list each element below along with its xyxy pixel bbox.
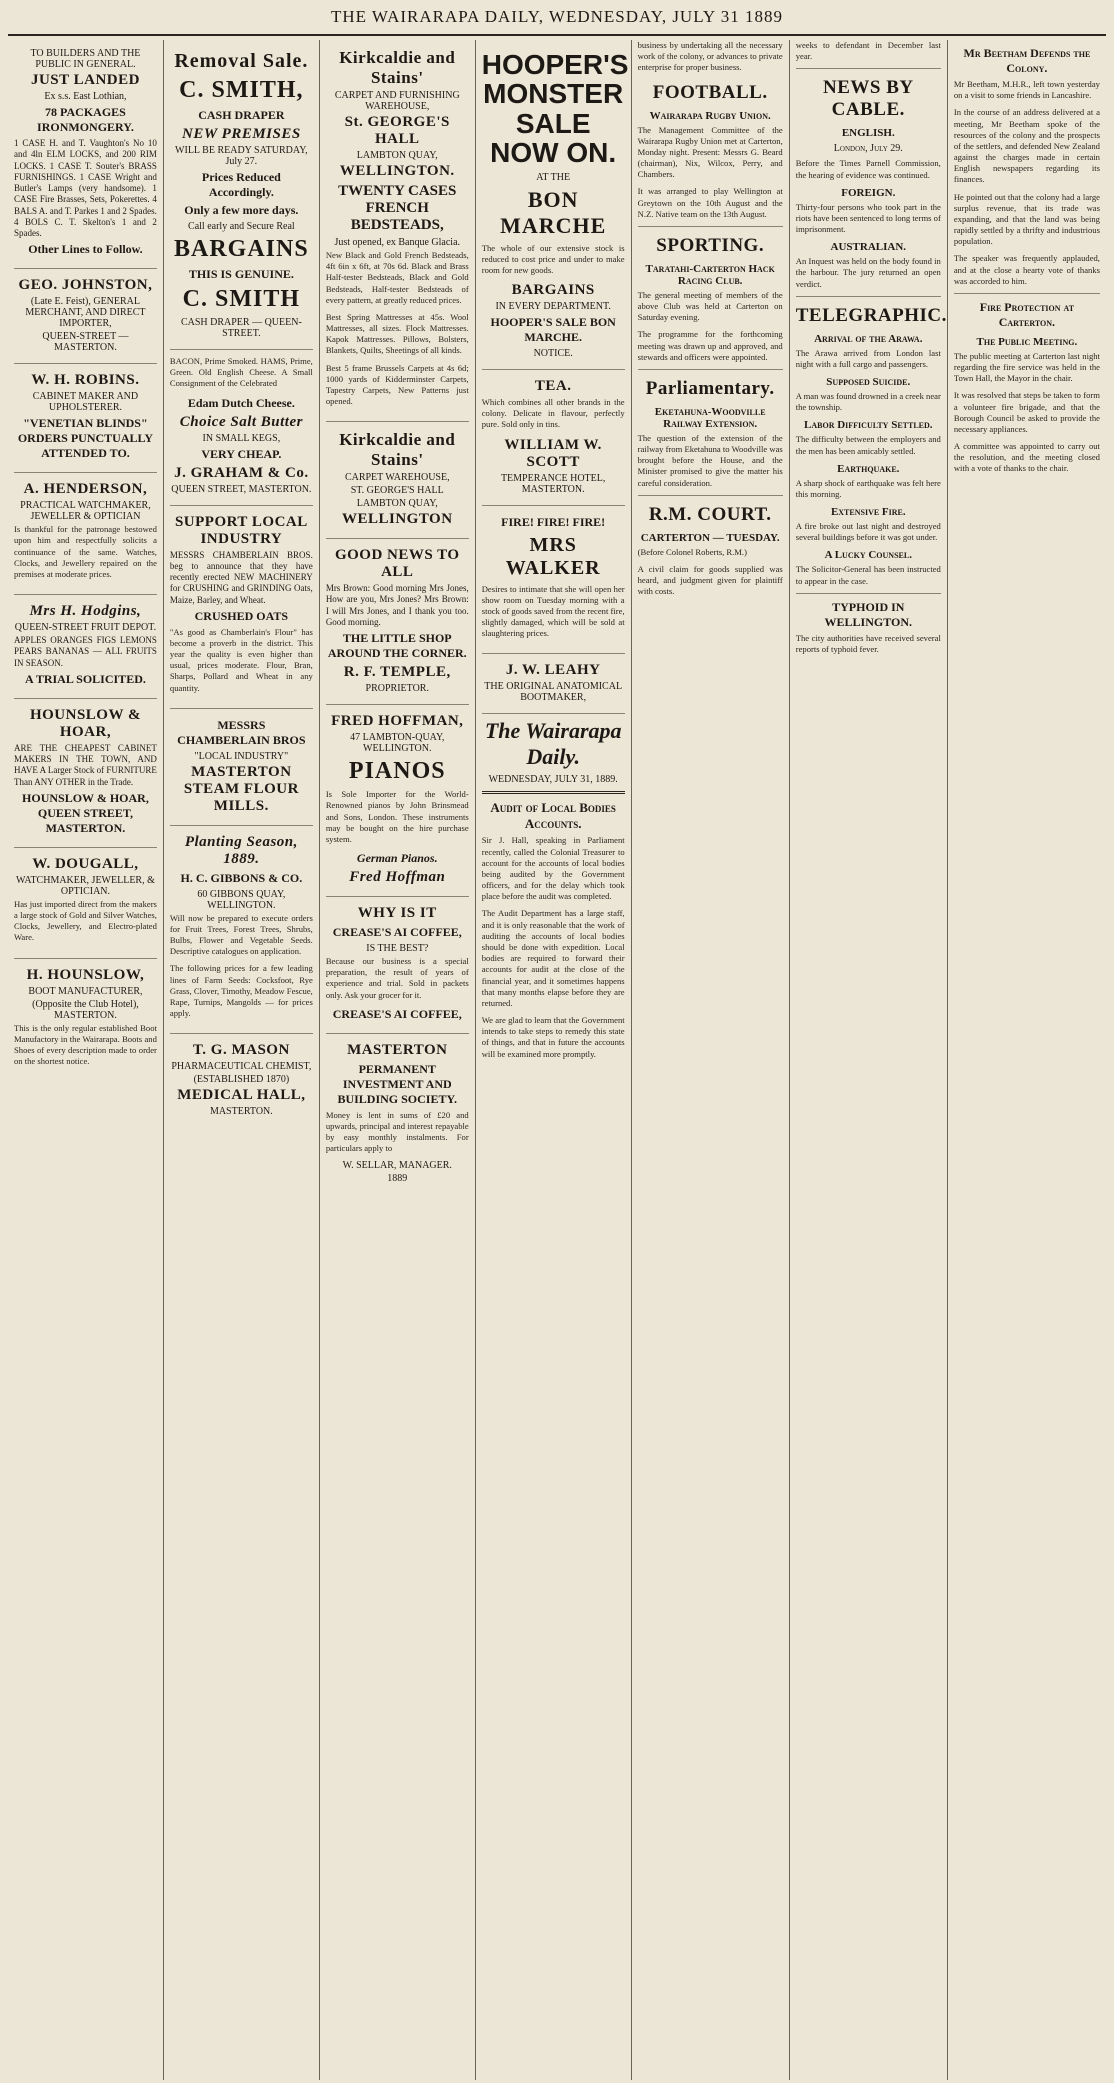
- ad-footer: HOOPER'S SALE BON MARCHE.: [490, 315, 616, 345]
- ad-name: Fred Hoffman: [349, 869, 446, 886]
- ad-items: 1 CASE H. and T. Vaughton's No 10 and 4ln ELM LOCKS, and 200 RIM LOCKS. 1 CASE T. Souter's BRASS FURNISHINGS. 1 CASE Wright and Butler's Lamps (very handsome). 1 CASE Fire Brasses, Sets, Pokerettes. 4 BALS A. and T. Parkes 1 and 2 Spades. 4 BOLS C. T. Skelton's 1 and 2 Spades.: [14, 138, 157, 238]
- ad-name: WILLIAM W. SCOTT: [504, 436, 602, 470]
- ad-title: HOOPER'S MONSTER SALE NOW ON.: [481, 49, 629, 169]
- earthquake-subheading: Earthquake.: [837, 462, 900, 475]
- ad-title: Removal Sale.: [174, 50, 309, 72]
- english-subheading: ENGLISH.: [841, 127, 895, 140]
- rule: [796, 296, 941, 297]
- cable-date: London, July 29.: [833, 143, 903, 155]
- local-industry-advert: [170, 506, 313, 709]
- ad-big: TWENTY CASES FRENCH BEDSTEADS,: [338, 183, 457, 233]
- foreign-news: Thirty-four persons who took part in the riots have been sentenced to long terms of imprisonment.: [795, 201, 941, 235]
- ad-title: GEO. JOHNSTON,: [18, 277, 153, 294]
- sporting-text: The general meeting of members of the above Club was held at Carterton on Saturday evening.: [637, 289, 783, 323]
- ad-title: T. G. MASON: [192, 1042, 290, 1059]
- ad-role: PROPRIETOR.: [365, 683, 429, 695]
- ad-name: MRS WALKER: [505, 533, 601, 579]
- telegraphic-heading: TELEGRAPHIC.: [795, 304, 947, 326]
- ad-footer: CREASE'S AI COFFEE,: [332, 1006, 462, 1021]
- ad-text-block: BACON, Prime Smoked. HAMS, Prime, Green. Old English Cheese. A Small Consignment of the Celebrated: [169, 356, 313, 389]
- beetham-article: Mr Beetham, M.H.R., left town yesterday on a visit to some friends in Lancashire. In the course of an address delivered at a meeting, Mr Beetham spoke of the resources of the colony and the prospects of the settlers, and defended New Zealand against the charges made in certain English newspapers regarding its finances. He pointed out that the colony had a large surplus revenue, that its trade was expanding, and that the land was being rapidly settled by a thrifty and industrious population. The speaker was frequently applauded, and at the close a hearty vote of thanks was accorded to him.: [953, 79, 1100, 286]
- good-news-advert: [326, 539, 469, 705]
- h-hounslow-advert: [14, 959, 157, 1082]
- rule: [482, 791, 625, 794]
- ad-name: BON MARCHE: [500, 186, 607, 238]
- ad-title: A. HENDERSON,: [23, 481, 148, 498]
- fire-protection-text: The public meeting at Carterton last night regarding the fire service was held in the Town Hall, the Mayor in the chair.: [953, 350, 1100, 384]
- johnston-advert: [14, 269, 157, 364]
- labor-subheading: Labor Difficulty Settled.: [804, 419, 933, 432]
- rule: [954, 293, 1100, 294]
- ad-text-block: Which combines all other brands in the colony. Delicate in flavour, perfectly pure. Sold only in tins.: [481, 397, 625, 430]
- ad-note: IN EVERY DEPARTMENT.: [495, 301, 611, 313]
- kirkcaldie-furnishing-advert: [326, 40, 469, 422]
- ad-body: Prices Reduced Accordingly.: [201, 170, 281, 199]
- counsel-subheading: A Lucky Counsel.: [824, 549, 912, 562]
- ad-body: APPLES ORANGES FIGS LEMONS PEARS BANANAS — ALL FRUITS IN SEASON.: [14, 635, 157, 668]
- ad-place: (Opposite the Club Hotel), MASTERTON.: [32, 998, 139, 1021]
- column-5: [632, 40, 790, 2080]
- beetham-text: Mr Beetham, M.H.R., left town yesterday on a visit to some friends in Lancashire.: [953, 79, 1100, 101]
- ad-title: WHY IS IT: [357, 905, 437, 922]
- suicide-subheading: Supposed Suicide.: [826, 376, 911, 389]
- ad-title: GOOD NEWS TO ALL: [334, 547, 460, 581]
- ad-text-block: Is Sole Importer for the World-Renowned pianos by John Brinsmead and Sons, London. These instruments may be bought on the hire purchase system.: [325, 789, 469, 844]
- ad-notice: NOTICE.: [533, 348, 573, 360]
- court-subheading: CARTERTON — TUESDAY.: [640, 531, 780, 544]
- masthead: THE WAIRARAPA DAILY, WEDNESDAY, JULY 31 1889: [8, 0, 1106, 36]
- column-4: [476, 40, 632, 2080]
- ad-sub: 47 LAMBTON-QUAY, WELLINGTON.: [350, 732, 445, 755]
- ad-place: CASH DRAPER — QUEEN-STREET.: [180, 317, 302, 339]
- ad-name: MEDICAL HALL,: [177, 1087, 306, 1104]
- counsel-news: The Solicitor-General has been instructed to appear in the case.: [795, 564, 941, 586]
- column-6: [790, 40, 948, 2080]
- graham-advert: [170, 350, 313, 506]
- ad-sub: IN SMALL KEGS,: [202, 432, 281, 444]
- paper-title: The Wairarapa Daily.: [484, 718, 622, 770]
- ad-title: Planting Season, 1889.: [184, 833, 298, 867]
- ad-sub: CARPET AND FURNISHING WAREHOUSE,: [334, 90, 460, 112]
- ad-title: TEA.: [534, 378, 572, 395]
- ad-title: HOUNSLOW & HOAR,: [29, 706, 141, 740]
- ad-title: Edam Dutch Cheese.: [187, 395, 295, 410]
- ad-title: PERMANENT INVESTMENT AND BUILDING SOCIETY.: [337, 1061, 458, 1106]
- mason-advert: [170, 1034, 313, 1127]
- ad-title: Kirkcaldie and Stains': [339, 48, 456, 87]
- ad-name: St. GEORGE'S HALL: [344, 114, 450, 147]
- ad-title: FRED HOFFMAN,: [331, 713, 464, 730]
- ad-title: Kirkcaldie and Stains': [339, 430, 456, 470]
- ad-name: W. SELLAR, MANAGER.: [342, 1160, 452, 1172]
- court-report: (Before Colonel Roberts, R.M.) A civil claim for goods supplied was heard, and judgment given for plaintiff with costs.: [637, 546, 783, 597]
- news-intro: [796, 40, 941, 62]
- ad-sub: TEMPERANCE HOTEL, MASTERTON.: [500, 472, 606, 495]
- ad-text-block: Money is lent in sums of £20 and upwards, principal and interest repayable by easy monthly instalments. For particulars apply to: [325, 1109, 469, 1154]
- ad-footer: A TRIAL SOLICITED.: [25, 671, 146, 686]
- ad-premises: NEW PREMISES: [182, 126, 301, 142]
- labor-news: The difficulty between the employers and the men has been amicably settled.: [795, 434, 941, 456]
- ad-place: MASTERTON.: [209, 1106, 273, 1118]
- columns: [8, 40, 1106, 2080]
- ad-footer: HOUNSLOW & HOAR, QUEEN STREET, MASTERTON.: [22, 790, 149, 835]
- henderson-advert: [14, 473, 157, 595]
- leahy-advert: [482, 654, 625, 714]
- foreign-subheading: FOREIGN.: [841, 186, 896, 199]
- ad-title: H. HOUNSLOW,: [26, 966, 145, 983]
- robins-advert: [14, 364, 157, 473]
- ad-street: LAMBTON QUAY,: [356, 498, 438, 510]
- ad-sub: CARPET WAREHOUSE,: [344, 472, 450, 484]
- rule: [638, 226, 783, 227]
- typhoid-heading: TYPHOID IN WELLINGTON.: [824, 599, 913, 629]
- rule: [638, 495, 783, 496]
- column-3: [320, 40, 476, 2080]
- column-7: [948, 40, 1106, 2080]
- australian-news: An Inquest was held on the body found in the harbour. The jury returned an open verdict.: [795, 256, 941, 289]
- ad-title: W. DOUGALL,: [32, 855, 139, 872]
- ad-sub: IS THE BEST?: [366, 943, 429, 955]
- hooper-advert: [481, 40, 629, 370]
- ad-place: WELLINGTON.: [339, 163, 455, 179]
- ad-title: FIRE! FIRE! FIRE!: [501, 514, 606, 529]
- ad-name: H. C. GIBBONS & CO.: [180, 870, 303, 885]
- ad-sub: ARE THE CHEAPEST CABINET MAKERS IN THE TOWN, AND HAVE A Larger Stock of FURNITURE Than ANY OTHER in the Trade.: [14, 742, 157, 787]
- ad-title: W. H. ROBINS.: [31, 372, 140, 389]
- article-text: Sir J. Hall, speaking in Parliament recently, called the Colonial Treasurer to account for the accounts of local bodies being audited by the Government officers, and for the delay which took place before the audit was completed. The Audit Department has a large staff, and it is only reasonable that the work of auditing the accounts of local bodies should be done with expedition. Local bodies are required to forward their accounts for audit at the close of the financial year, and it sometimes happens that many months elapse before they are returned. We are glad to learn that the Government intends to take steps to remedy this state of things, and that in future the accounts will be examined more promptly.: [481, 835, 625, 1059]
- ad-text-block: "As good as Chamberlain's Flour" has become a proverb in the district. This year the quality is even higher than usual, prices moderate. Flour, Bran, Sharps, Pollard and Wheat in any quantity.: [169, 626, 313, 693]
- ad-date: WILL BE READY SATURDAY, July 27.: [175, 145, 308, 167]
- ad-name2: C. SMITH: [182, 286, 301, 312]
- ad-name: CREASE'S AI COFFEE,: [332, 925, 462, 940]
- parliamentary-report: The question of the extension of the railway from Eketahuna to Woodville was brought before the House, and the Minister promised to give the matter his careful consideration.: [637, 432, 783, 488]
- ad-sub: PHARMACEUTICAL CHEMIST,: [171, 1061, 312, 1073]
- ad-name: ST. GEORGE'S HALL: [350, 485, 444, 497]
- ad-big: BARGAINS: [174, 236, 309, 262]
- earthquake-news: A sharp shock of earthquake was felt here this morning.: [795, 477, 941, 499]
- ad-street: LAMBTON QUAY,: [356, 150, 438, 161]
- ad-text-block: Is thankful for the patronage bestowed upon him and respectfully solicits a continuance of the same. Watches, Clocks, and Jewellery repaired on the premises at moderate prices.: [14, 524, 157, 579]
- ad-title: JUST LANDED: [30, 72, 140, 88]
- fire-protection-article: The public meeting at Carterton last night regarding the fire service was held in the Town Hall, the Mayor in the chair. It was resolved that steps be taken to form a volunteer fire brigade, and that the Borough Council be asked to provide the necessary appliances. A committee was appointed to carry out the resolution, and the meeting closed with a vote of thanks to the chair.: [953, 350, 1100, 474]
- ad-sub: CABINET MAKER AND UPHOLSTERER.: [32, 391, 139, 414]
- beetham-heading: Mr Beetham Defends the Colony.: [963, 46, 1091, 75]
- ad-footer: Call early and Secure Real: [188, 221, 295, 232]
- gibbons-advert: [170, 826, 313, 1035]
- ad-text-block: Because our business is a special preparation, the result of years of experience and trial. Sold in packets only. Ask your grocer for it.: [325, 956, 469, 1000]
- kirkcaldie-carpet-advert: [326, 422, 469, 539]
- rule: [796, 68, 941, 69]
- ad-text-block: Desires to intimate that she will open her show room on Tuesday morning with a stock of goods saved from the recent fire, slightly damaged, which will be sold at slaughtering prices.: [481, 583, 625, 639]
- ad-year: 1889: [387, 1173, 408, 1185]
- article-heading: Audit of Local Bodies Accounts.: [490, 800, 616, 832]
- ad-name: J. W. LEAHY: [505, 662, 601, 679]
- ad-sub: QUEEN-STREET FRUIT DEPOT.: [14, 622, 157, 634]
- ironmongery-advert: [14, 40, 157, 269]
- ad-place: QUEEN-STREET — MASTERTON.: [42, 331, 129, 354]
- arawa-subheading: Arrival of the Arawa.: [814, 332, 923, 345]
- ad-footer: Other Lines to Follow.: [28, 242, 143, 257]
- sporting-heading: SPORTING.: [656, 234, 765, 256]
- football-heading: FOOTBALL.: [652, 81, 768, 103]
- football-text: The Management Committee of the Wairarapa Rugby Union met at Carterton, Monday night. Present: Messrs G. Beard (chairman), Nix, Wilcox, Perry, and Chambers.: [637, 124, 783, 180]
- cable-heading: NEWS BY CABLE.: [822, 77, 914, 121]
- ad-text-block: Has just imported direct from the makers a large stock of Gold and Silver Watches, Clocks, Jewellery, and Electro-plated Ware.: [14, 898, 157, 943]
- intro-text: weeks to defendant in December last year.: [795, 40, 941, 62]
- fire-protection-subheading: The Public Meeting.: [976, 335, 1078, 348]
- football-report: The Management Committee of the Wairarapa Rugby Union met at Carterton, Monday night. Present: Messrs G. Beard (chairman), Nix, Wilcox, Perry, and Chambers. It was arranged to play Wellington at Greytown on the 10th August and the N.Z. Native team on the 13th August.: [637, 124, 783, 219]
- ad-sub: (Late E. Feist), GENERAL MERCHANT, AND DIRECT IMPORTER,: [25, 296, 146, 330]
- ad-body: MESSRS CHAMBERLAIN BROS. beg to announce that they have recently erected NEW MACHINERY for CRUSHING and GRINDING Oats, Maize, Barley, and Wheat.: [169, 549, 313, 605]
- column-2: [164, 40, 320, 2080]
- ad-note: German Pianos.: [356, 851, 438, 866]
- ad-sub: CASH DRAPER: [198, 108, 285, 122]
- english-news: Before the Times Parnell Commission, the hearing of evidence was continued.: [795, 158, 941, 180]
- typhoid-news: The city authorities have received several reports of typhoid fever.: [795, 632, 941, 654]
- news-intro: [638, 40, 783, 74]
- ad-note: VERY CHEAP.: [201, 446, 282, 461]
- ad-sub: "LOCAL INDUSTRY": [194, 750, 289, 762]
- ad-note: Just opened, ex Banque Glacia.: [334, 237, 461, 248]
- sporting-report: The general meeting of members of the above Club was held at Carterton on Saturday evening. The programme for the forthcoming meeting was drawn up and approved, and stewards and officers were appointed.: [637, 289, 783, 362]
- ad-text-block: This is the only regular established Boot Manufactory in the Wairarapa. Boots and Shoes of every description made to order on the shortest notice.: [14, 1022, 157, 1067]
- fire-news: A fire broke out last night and destroyed several buildings before it was got under.: [795, 521, 941, 543]
- crease-advert: [326, 897, 469, 1034]
- ad-note: Only a few more days.: [184, 203, 299, 217]
- ad-big: PIANOS: [348, 758, 446, 785]
- ad-est: (ESTABLISHED 1870): [193, 1074, 290, 1086]
- football-subheading: Wairarapa Rugby Union.: [649, 109, 771, 122]
- intro-text: business by undertaking all the necessary work of the colony, or advances to private enterprise for proper business.: [637, 40, 783, 73]
- ad-place: MASTERTON: [347, 1041, 448, 1058]
- ad-title: SUPPORT LOCAL INDUSTRY: [174, 513, 308, 547]
- hodgins-advert: [14, 595, 157, 699]
- ad-name: J. GRAHAM & Co.: [174, 464, 309, 481]
- ad-big: BARGAINS: [511, 282, 595, 299]
- ad-body: Mrs Brown: Good morning Mrs Jones, How are you, Mrs Jones? Mrs Brown: I will Mrs Jones, and I thank you too. Good morning.: [325, 583, 469, 627]
- parliamentary-heading: Parliamentary.: [645, 377, 775, 399]
- building-society-advert: [326, 1034, 469, 1195]
- paper-date: WEDNESDAY, JULY 31, 1889.: [488, 774, 618, 786]
- arawa-news: The Arawa arrived from London last night with a full cargo and passengers.: [795, 347, 941, 369]
- ad-sub: THE ORIGINAL ANATOMICAL BOOTMAKER,: [484, 681, 623, 704]
- ad-body: "VENETIAN BLINDS" ORDERS PUNCTUALLY ATTENDED TO.: [17, 416, 154, 461]
- ad-big: THE LITTLE SHOP AROUND THE CORNER.: [327, 631, 467, 661]
- ad-name: C. SMITH,: [179, 77, 304, 103]
- ad-body: Choice Salt Butter: [179, 413, 303, 430]
- suicide-news: A man was found drowned in a creek near the township.: [795, 391, 941, 413]
- rule: [638, 369, 783, 370]
- ad-intro: TO BUILDERS AND THE PUBLIC IN GENERAL.: [30, 48, 141, 70]
- column-1: [8, 40, 164, 2080]
- ad-place: 60 GIBBONS QUAY, WELLINGTON.: [197, 888, 286, 911]
- ad-sub: BOOT MANUFACTURER,: [28, 985, 143, 997]
- ad-title: MESSRS CHAMBERLAIN BROS: [177, 717, 306, 747]
- fire-protection-heading: Fire Protection at Carterton.: [979, 299, 1075, 329]
- ad-text-block: Will now be prepared to execute orders for Fruit Trees, Forest Trees, Shrubs, Bulbs, Flower and Vegetable Seeds. Descriptive catalogues on application. The following prices for a few leading lines of Farm Seeds: Cocksfoot, Rye Grass, Clover, Timothy, Meadow Fescue, Rape, Turnips, Mangolds — for prices apply.: [169, 912, 313, 1019]
- ad-name: MASTERTON STEAM FLOUR MILLS.: [183, 763, 299, 814]
- ad-name: R. F. TEMPLE,: [343, 664, 451, 681]
- chamberlain-advert: [170, 709, 313, 826]
- ad-ship: Ex s.s. East Lothian,: [44, 91, 127, 102]
- ad-sub: PRACTICAL WATCHMAKER, JEWELLER & OPTICIAN: [20, 500, 151, 523]
- smith-removal-advert: [170, 40, 313, 350]
- hoffman-advert: [326, 705, 469, 897]
- ad-text-block: The whole of our extensive stock is reduced to cost price and under to make room for new goods.: [481, 242, 625, 275]
- hounslow-hoar-advert: [14, 699, 157, 848]
- court-heading: R.M. COURT.: [648, 503, 772, 525]
- court-text: (Before Colonel Roberts, R.M.): [637, 546, 747, 557]
- ad-place: QUEEN STREET, MASTERTON.: [171, 483, 312, 495]
- ad-title: Mrs H. Hodgins,: [29, 603, 142, 620]
- australian-subheading: AUSTRALIAN.: [830, 241, 907, 254]
- sporting-subheading: Taratahi-Carterton Hack Racing Club.: [645, 262, 775, 287]
- fire-subheading: Extensive Fire.: [830, 506, 906, 519]
- ad-sub: WATCHMAKER, JEWELLER, & OPTICIAN.: [16, 874, 155, 897]
- rule: [796, 593, 941, 594]
- ad-sub: AT THE: [536, 171, 571, 183]
- ad-place: WELLINGTON: [341, 511, 453, 528]
- railway-subheading: Eketahuna-Woodville Railway Extension.: [654, 405, 766, 430]
- scott-advert: [482, 370, 625, 506]
- dougall-advert: [14, 848, 157, 959]
- ad-text-block: New Black and Gold French Bedsteads, 4ft 6in x 6ft, at 70s 6d. Black and Brass Half-tester Bedsteads, Black and Gold Bedsteads, Half-tester Bedsteads of every pattern, at greatly reduced prices. Best Spring Mattresses at 45s. Wool Mattresses, all sizes. Flock Mattresses. Kapok Mattresses. Pillows, Bolsters, Blankets, Quilts, Sheetings of all kinds. Best 5 frame Brussels Carpets at 4s 6d; 1000 yards of Kidderminster Carpets, Tapestry Carpets, New Patterns just opened.: [325, 250, 469, 407]
- walker-advert: [482, 506, 625, 655]
- ad-footer: CRUSHED OATS: [194, 608, 289, 623]
- ad-big2: THIS IS GENUINE.: [188, 267, 294, 281]
- ad-body: 78 PACKAGES IRONMONGERY.: [37, 105, 134, 134]
